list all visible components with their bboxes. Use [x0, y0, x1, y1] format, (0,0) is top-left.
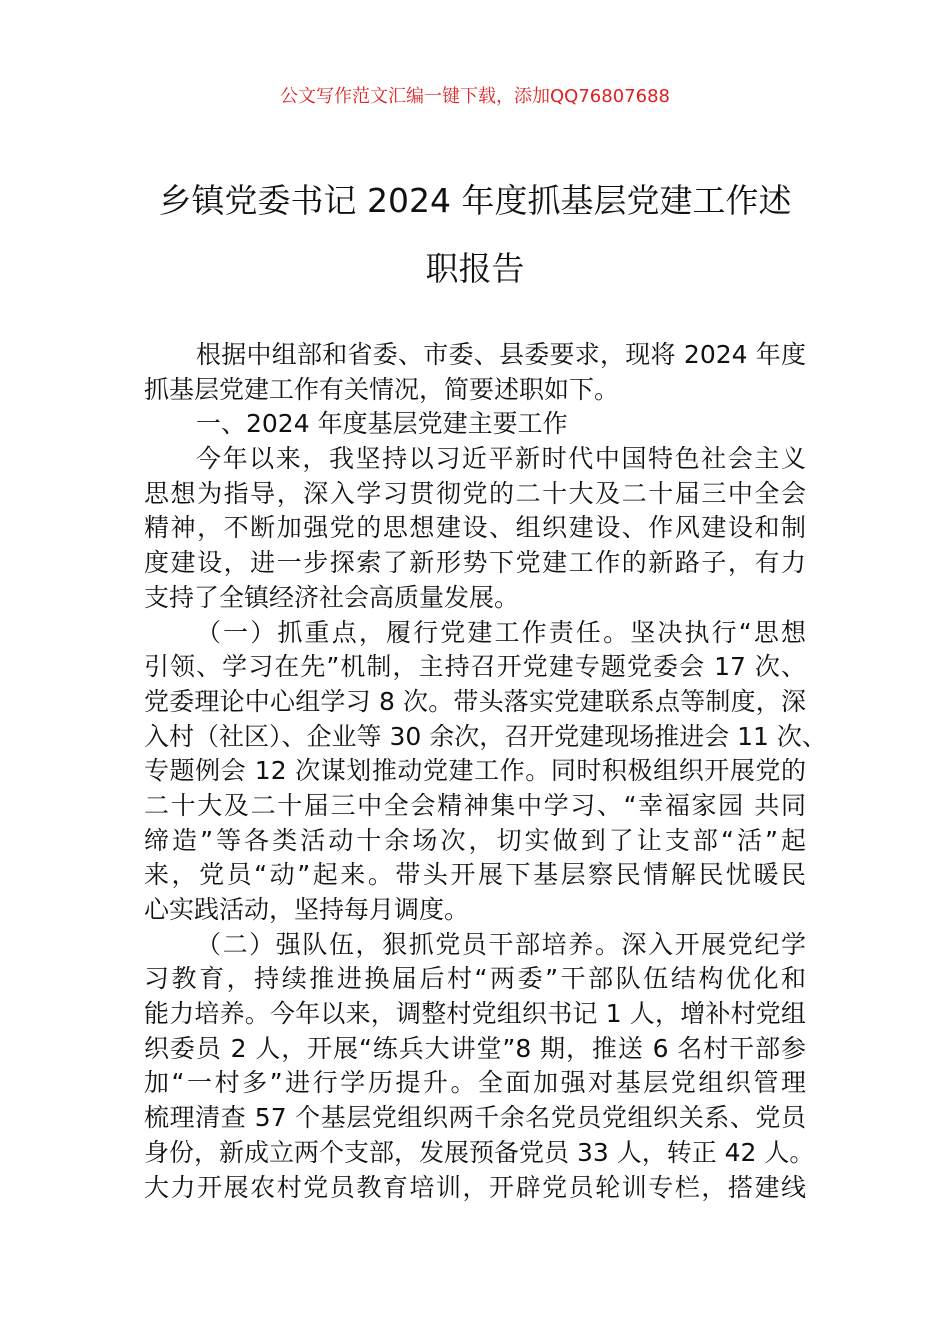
document-title-line-1: 乡镇党委书记 2024 年度抓基层党建工作述: [158, 181, 792, 220]
paragraph-line: 梳理清查 57 个基层党组织两千余名党员党组织关系、党员: [144, 1103, 806, 1133]
paragraph-line: 习教育，持续推进换届后村“两委”干部队伍结构优化和: [144, 964, 806, 994]
paragraph-line: 度建设，进一步探索了新形势下党建工作的新路子，有力: [144, 548, 806, 578]
paragraph-line: 能力培养。今年以来，调整村党组织书记 1 人，增补村党组: [144, 999, 806, 1029]
paragraph-line: 加“一村多”进行学历提升。全面加强对基层党组织管理: [144, 1068, 806, 1098]
paragraph-line: 心实践活动，坚持每月调度。: [144, 895, 470, 924]
paragraph-line: 专题例会 12 次谋划推动党建工作。同时积极组织开展党的: [144, 756, 806, 786]
paragraph-line: 来，党员“动”起来。带头开展下基层察民情解民忧暖民: [144, 860, 806, 890]
paragraph-line: 精神，不断加强党的思想建设、组织建设、作风建设和制: [144, 513, 806, 543]
watermark-banner: 公文写作范文汇编一键下载，添加QQ76807688: [280, 86, 670, 107]
paragraph-line: （一）抓重点，履行党建工作责任。坚决执行“思想: [196, 617, 806, 647]
paragraph-line: 抓基层党建工作有关情况，简要述职如下。: [144, 374, 620, 404]
document-title-line-2: 职报告: [425, 249, 525, 288]
paragraph-line: 大力开展农村党员教育培训，开辟党员轮训专栏，搭建线: [144, 1172, 806, 1202]
section-heading: 一、2024 年度基层党建主要工作: [196, 409, 568, 439]
paragraph-line: 支持了全镇经济社会高质量发展。: [144, 582, 520, 612]
paragraph-line: 缔造”等各类活动十余场次，切实做到了让支部“活”起: [144, 825, 806, 855]
paragraph-line: 织委员 2 人，开展“练兵大讲堂”8 期，推送 6 名村干部参: [144, 1033, 806, 1063]
paragraph-line: 今年以来，我坚持以习近平新时代中国特色社会主义: [196, 444, 806, 474]
paragraph-line: 根据中组部和省委、市委、县委要求，现将 2024 年度: [196, 340, 806, 369]
paragraph-line: 思想为指导，深入学习贯彻党的二十大及二十届三中全会: [144, 478, 806, 508]
paragraph-line: 身份，新成立两个支部，发展预备党员 33 人，转正 42 人。: [144, 1137, 815, 1167]
paragraph-line: （二）强队伍，狠抓党员干部培养。深入开展党纪学: [196, 929, 806, 959]
document-body: [144, 338, 827, 1205]
paragraph-line: 党委理论中心组学习 8 次。带头落实党建联系点等制度，深: [144, 686, 806, 716]
paragraph-line: 二十大及二十届三中全会精神集中学习、“幸福家园 共同: [144, 790, 806, 820]
paragraph-line: 引领、学习在先”机制，主持召开党建专题党委会 17 次、: [144, 652, 806, 682]
paragraph-line: 入村（社区）、企业等 30 余次，召开党建现场推进会 11 次、: [144, 721, 827, 751]
